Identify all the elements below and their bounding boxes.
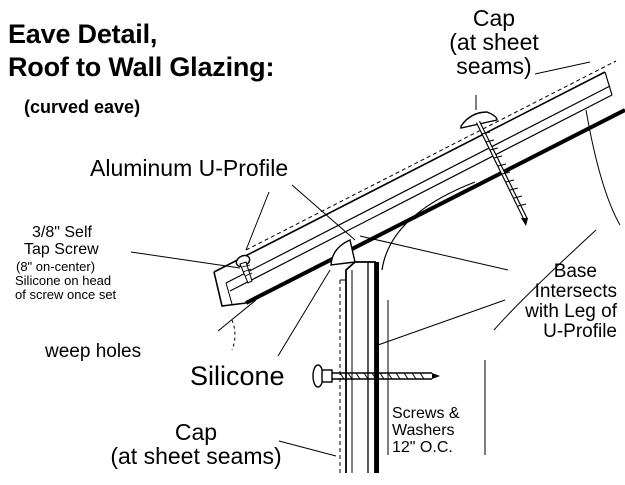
label-cap-bottom-line2: (at sheet seams) bbox=[110, 443, 282, 469]
label-base-intersects-line3: with Leg of bbox=[525, 301, 617, 322]
label-screws-washers bbox=[392, 405, 460, 456]
label-screws-washers-line2: Washers bbox=[392, 422, 455, 439]
silicone-bead bbox=[331, 240, 355, 265]
label-cap-top-line1: Cap bbox=[472, 5, 516, 31]
label-base-intersects bbox=[480, 262, 617, 342]
label-cap-top-line3: seams) bbox=[456, 53, 532, 79]
label-self-tap-screw-line1: 3/8" Self bbox=[32, 224, 92, 241]
label-cap-bottom bbox=[96, 420, 296, 468]
label-cap-top bbox=[424, 6, 564, 78]
leader-lines bbox=[131, 62, 590, 456]
label-base-intersects-line1: Base bbox=[553, 261, 597, 282]
diagram-subtitle: (curved eave) bbox=[24, 97, 141, 117]
wall-u-profile bbox=[340, 262, 377, 473]
label-screws-washers-line3: 12" O.C. bbox=[392, 439, 453, 456]
label-cap-top-line2: (at sheet bbox=[449, 29, 539, 55]
cap-top-dashed-edge bbox=[246, 61, 616, 250]
label-cap-bottom-line1: Cap bbox=[174, 419, 218, 445]
label-silicone: Silicone bbox=[190, 361, 285, 391]
label-self-tap-screw-line4: Silicone on head bbox=[15, 273, 112, 288]
label-weep-holes: weep holes bbox=[45, 341, 142, 362]
self-tap-screw bbox=[234, 253, 252, 283]
diagram-title-line2: Roof to Wall Glazing: bbox=[8, 52, 275, 82]
label-base-intersects-line4: U-Profile bbox=[543, 321, 617, 342]
label-self-tap-screw-line3: (8" on-center) bbox=[16, 259, 96, 274]
label-screws-washers-line1: Screws & bbox=[392, 405, 460, 422]
label-base-intersects-line2: Intersects bbox=[534, 281, 617, 302]
label-aluminum-u-profile: Aluminum U-Profile bbox=[90, 155, 289, 181]
label-self-tap-screw bbox=[8, 224, 168, 302]
label-self-tap-screw-line5: of screw once set bbox=[15, 287, 117, 302]
label-self-tap-screw-line2: Tap Screw bbox=[24, 241, 99, 258]
diagram-title-line1: Eave Detail, bbox=[8, 19, 158, 49]
